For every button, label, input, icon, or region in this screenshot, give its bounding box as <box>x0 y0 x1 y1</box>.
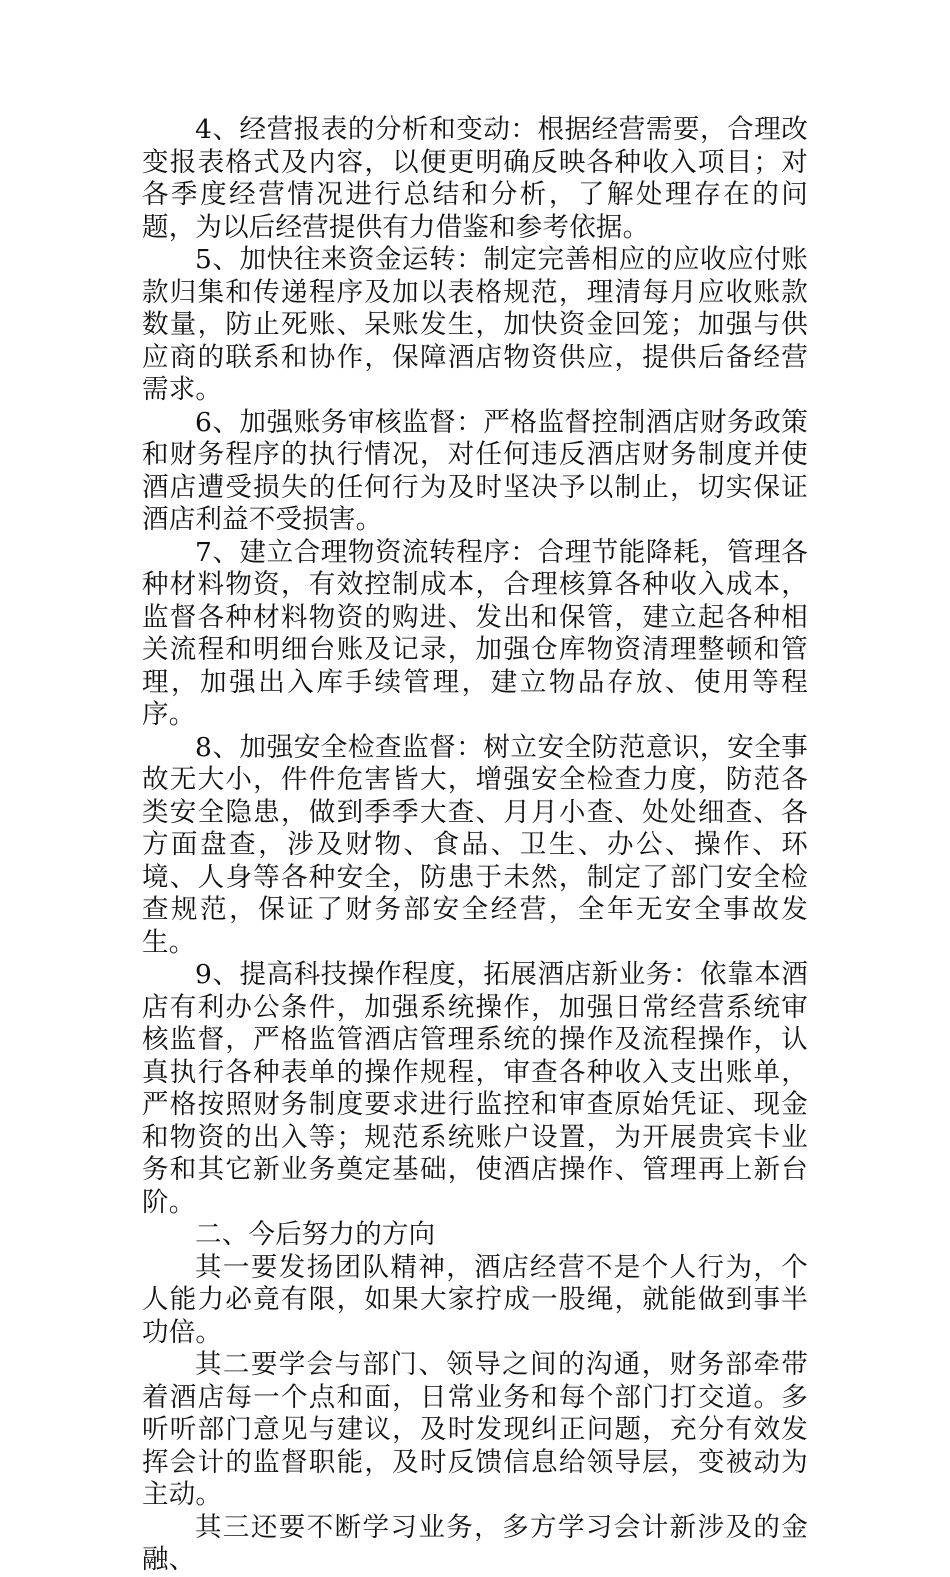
paragraph-item-7: 7、建立合理物资流转程序：合理节能降耗，管理各种材料物资，有效控制成本，合理核算各种收入成本，监督各种材料物资的购进、发出和保管，建立起各种相关流程和明细台账及记录，加强仓库物资清理整顿和管理，加强出入库手续管理，建立物品存放、使用等程序。 <box>142 536 808 730</box>
paragraph-item-8: 8、加强安全检查监督：树立安全防范意识，安全事故无大小，件件危害皆大，增强安全检查力度，防范各类安全隐患，做到季季大查、月月小查、处处细查、各方面盘查，涉及财物、食品、卫生、办公、操作、环境、人身等各种安全，防患于未然，制定了部门安全检查规范，保证了财务部安全经营，全年无安全事故发生。 <box>142 731 808 958</box>
section-heading-future-direction: 二、今后努力的方向 <box>195 1219 436 1250</box>
paragraph-item-5: 5、加快往来资金运转：制定完善相应的应收应付账款归集和传递程序及加以表格规范，理清每月应收账款数量，防止死账、呆账发生，加快资金回笼；加强与供应商的联系和协作，保障酒店物资供应，提供后备经营需求。 <box>142 244 808 405</box>
document-body <box>142 114 808 1577</box>
paragraph-item-9: 9、提高科技操作程度，拓展酒店新业务：依靠本酒店有利办公条件，加强系统操作，加强日常经营系统审核监督，严格监管酒店管理系统的操作及流程操作，认真执行各种表单的操作规程，审查各种收入支出账单，严格按照财务制度要求进行监控和审查原始凭证、现金和物资的出入等；规范系统账户设置，为开展贵宾卡业务和其它新业务奠定基础，使酒店操作、管理再上新台阶。 <box>142 959 808 1218</box>
paragraph-second-point: 其二要学会与部门、领导之间的沟通，财务部牵带着酒店每一个点和面，日常业务和每个部门打交道。多听听部门意见与建议，及时发现纠正问题，充分有效发挥会计的监督职能，及时反馈信息给领导层，变被动为主动。 <box>142 1349 808 1510</box>
paragraph-item-4: 4、经营报表的分析和变动：根据经营需要，合理改变报表格式及内容，以便更明确反映各种收入项目；对各季度经营情况进行总结和分析，了解处理存在的问题，为以后经营提供有力借鉴和参考依据。 <box>142 114 808 243</box>
paragraph-item-6: 6、加强账务审核监督：严格监督控制酒店财务政策和财务程序的执行情况，对任何违反酒店财务制度并使酒店遭受损失的任何行为及时坚决予以制止，切实保证酒店利益不受损害。 <box>142 406 808 535</box>
paragraph-third-point: 其三还要不断学习业务，多方学习会计新涉及的金融、 <box>142 1511 808 1575</box>
paragraph-first-point: 其一要发扬团队精神，酒店经营不是个人行为，个人能力必竟有限，如果大家拧成一股绳，就能做到事半功倍。 <box>142 1251 808 1348</box>
